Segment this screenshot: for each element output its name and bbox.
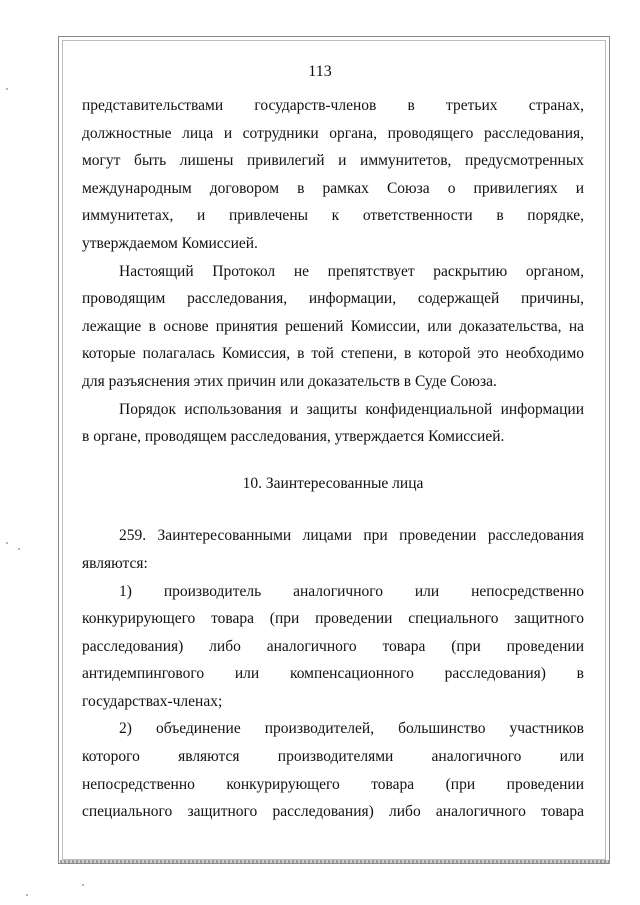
scan-speck — [18, 548, 20, 550]
text-line: утверждаемом Комиссией. — [82, 234, 258, 252]
scan-speck — [82, 884, 84, 886]
text-line: представительствами государств-членов в третьих странах, — [82, 97, 584, 114]
paragraph-confidential — [82, 396, 584, 451]
text-line: 1) производитель аналогичного или непосредственно — [119, 582, 584, 600]
text-line: государствах-членах; — [82, 692, 223, 710]
text-line: должностные лица и сотрудники органа, проводящего расследования, — [82, 124, 584, 142]
text-line: иммунитетах, и привлечены к ответственности в порядке, — [82, 207, 584, 225]
text-line: Порядок использования и защиты конфиденциальной информации — [119, 400, 584, 418]
list-item-1 — [82, 578, 584, 716]
scan-speck — [26, 894, 28, 896]
text-line: специального защитного расследования) либо аналогичного товара — [82, 803, 584, 821]
paragraph-continuation — [82, 92, 584, 258]
scan-speck — [6, 88, 8, 90]
text-line: международным договором в рамках Союза о привилегиях и — [82, 179, 584, 197]
text-line: для разъяснения этих причин или доказательств в Суде Союза. — [82, 372, 497, 390]
text-line: 259. Заинтересованными лицами при проведении расследования — [119, 527, 584, 545]
text-line: расследования) либо аналогичного товара (при проведении — [82, 637, 584, 655]
text-line: могут быть лишены привилегий и иммунитетов, предусмотренных — [82, 152, 584, 170]
text-line: которого являются производителями аналогичного или — [82, 748, 584, 766]
text-line: лежащие в основе принятия решений Комиссии, или доказательства, на — [82, 317, 584, 335]
page-border-bottom-shadow — [60, 860, 610, 863]
text-line: которые полагалась Комиссия, в той степени, в которой это необходимо — [82, 345, 584, 363]
paragraph-259 — [82, 522, 584, 577]
paragraph-disclosure — [82, 258, 584, 396]
section-heading: 10. Заинтересованные лица — [242, 474, 424, 492]
text-line: 2) объединение производителей, большинство участников — [119, 720, 584, 738]
page-number: 113 — [308, 63, 332, 80]
text-line: конкурирующего товара (при проведении специального защитного — [82, 610, 584, 628]
text-line: непосредственно конкурирующего товара (при проведении — [82, 775, 584, 793]
text-line: являются: — [82, 554, 148, 572]
scan-speck — [6, 542, 8, 544]
document-body — [82, 92, 584, 826]
text-line: антидемпингового или компенсационного расследования) в — [82, 665, 584, 683]
text-line: проводящим расследования, информации, содержащей причины, — [82, 290, 584, 308]
text-line: Настоящий Протокол не препятствует раскрытию органом, — [119, 262, 584, 280]
list-item-2 — [82, 715, 584, 825]
text-line: в органе, проводящем расследования, утверждается Комиссией. — [82, 428, 505, 446]
